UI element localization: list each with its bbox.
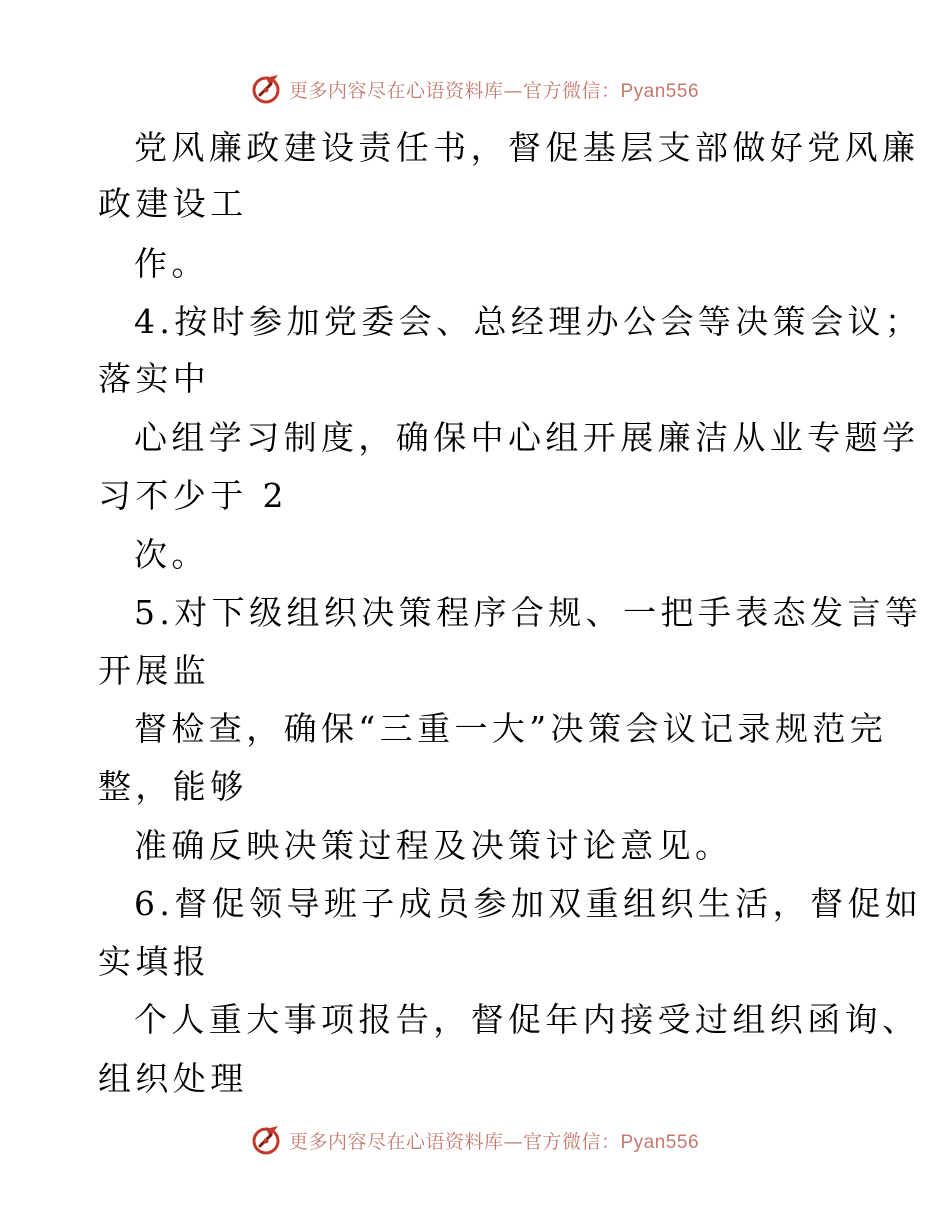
- body-line: 开展监: [98, 651, 211, 690]
- body-line: 整，能够: [98, 767, 248, 806]
- watermark-text: [289, 1127, 699, 1154]
- body-line: 作。: [134, 244, 209, 283]
- watermark-text-cn: 更多内容尽在心语资料库—官方微信：: [288, 79, 621, 102]
- body-line: 个人重大事项报告，督促年内接受过组织函询、: [134, 1000, 920, 1039]
- watermark-text-latin: Pyan556: [620, 80, 700, 102]
- body-line: 政建设工: [98, 184, 248, 223]
- body-line: 准确反映决策过程及决策讨论意见。: [134, 826, 733, 865]
- body-line: 次。: [134, 535, 209, 574]
- pen-nib-icon: [251, 1124, 283, 1156]
- body-line: 心组学习制度，确保中心组开展廉洁从业专题学: [134, 418, 920, 457]
- body-line: 习不少于 2: [98, 476, 288, 515]
- body-line: 落实中: [98, 359, 211, 398]
- body-line: 实填报: [98, 942, 211, 981]
- body-line: 6.督促领导班子成员参加双重组织生活，督促如: [134, 884, 923, 923]
- footer-watermark: [0, 1123, 950, 1157]
- watermark-text-latin: Pyan556: [620, 1131, 700, 1153]
- body-line: 组织处理: [98, 1059, 248, 1098]
- body-line: 5.对下级组织决策程序合规、一把手表态发言等: [134, 593, 923, 632]
- watermark-text-cn: 更多内容尽在心语资料库—官方微信：: [288, 1130, 621, 1153]
- body-line: 党风廉政建设责任书，督促基层支部做好党风廉: [134, 128, 920, 167]
- body-line: 督检查，确保“三重一大”决策会议记录规范完: [134, 709, 888, 748]
- body-line: 4.按时参加党委会、总经理办公会等决策会议；: [134, 302, 923, 341]
